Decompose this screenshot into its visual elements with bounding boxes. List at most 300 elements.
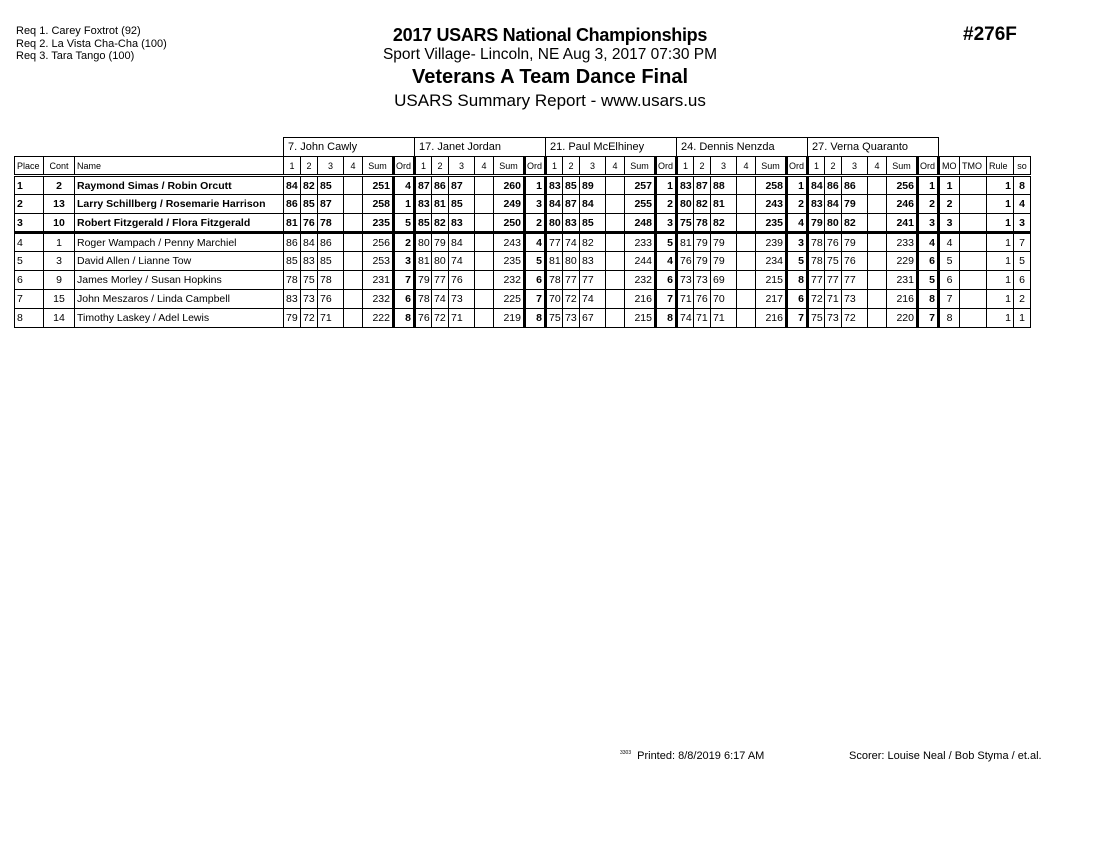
mark-cell: 79 xyxy=(808,214,825,233)
rule-cell: 1 xyxy=(987,309,1014,328)
judge-5-sub-header: Sum xyxy=(887,157,918,176)
mark-cell xyxy=(475,290,494,309)
mark-cell: 81 xyxy=(284,214,301,233)
table-row xyxy=(15,309,1031,328)
mark-cell: 85 xyxy=(318,176,344,195)
judge-sum: 220 xyxy=(887,309,918,328)
mark-cell: 79 xyxy=(711,252,737,271)
mark-cell: 73 xyxy=(449,290,475,309)
so-cell: 1 xyxy=(1014,309,1031,328)
so-header: so xyxy=(1014,157,1031,176)
judge-2-sub-header: 1 xyxy=(415,157,432,176)
mark-cell: 83 xyxy=(449,214,475,233)
mark-cell: 72 xyxy=(842,309,868,328)
judge-name-3: 21. Paul McElhiney xyxy=(546,138,677,156)
mark-cell xyxy=(868,214,887,233)
column-header-row xyxy=(15,157,1031,176)
mark-cell: 84 xyxy=(580,195,606,214)
mark-cell: 76 xyxy=(301,214,318,233)
mark-cell: 77 xyxy=(432,271,449,290)
judge-ordinal: 3 xyxy=(918,214,939,233)
mark-cell: 74 xyxy=(432,290,449,309)
mark-cell xyxy=(606,214,625,233)
judge-2-sub-header: 4 xyxy=(475,157,494,176)
mark-cell: 85 xyxy=(449,195,475,214)
mark-cell: 82 xyxy=(580,233,606,252)
event-code: #276F xyxy=(963,24,1017,45)
judge-5-sub-header: 2 xyxy=(825,157,842,176)
table-row xyxy=(15,233,1031,252)
mark-cell: 74 xyxy=(580,290,606,309)
judge-sum: 239 xyxy=(756,233,787,252)
mark-cell: 80 xyxy=(546,214,563,233)
mark-cell: 76 xyxy=(677,252,694,271)
judge-ordinal: 8 xyxy=(525,309,546,328)
mark-cell xyxy=(475,176,494,195)
judge-sum: 246 xyxy=(887,195,918,214)
mark-cell: 88 xyxy=(711,176,737,195)
judge-ordinal: 6 xyxy=(394,290,415,309)
mark-cell: 75 xyxy=(808,309,825,328)
judge-sum: 251 xyxy=(363,176,394,195)
mark-cell xyxy=(344,214,363,233)
mark-cell: 71 xyxy=(694,309,711,328)
mark-cell xyxy=(868,176,887,195)
mark-cell: 78 xyxy=(318,214,344,233)
mark-cell: 85 xyxy=(284,252,301,271)
rule-cell: 1 xyxy=(987,271,1014,290)
mark-cell xyxy=(606,233,625,252)
judge-5-sub-header: 3 xyxy=(842,157,868,176)
judge-ordinal: 3 xyxy=(525,195,546,214)
event-title: Veterans A Team Dance Final xyxy=(411,66,689,88)
mark-cell: 81 xyxy=(546,252,563,271)
judge-sum: 232 xyxy=(494,271,525,290)
mark-cell: 76 xyxy=(825,233,842,252)
mark-cell xyxy=(475,233,494,252)
mark-cell: 87 xyxy=(449,176,475,195)
mark-cell xyxy=(344,309,363,328)
place-cell: 6 xyxy=(15,271,44,290)
judge-ordinal: 8 xyxy=(656,309,677,328)
judge-3-sub-header: Ord xyxy=(656,157,677,176)
report-header xyxy=(300,24,800,112)
mark-cell xyxy=(737,233,756,252)
mark-cell: 79 xyxy=(415,271,432,290)
judge-1-sub-header: 2 xyxy=(301,157,318,176)
mark-cell: 71 xyxy=(677,290,694,309)
mark-cell: 83 xyxy=(580,252,606,271)
mark-cell xyxy=(606,176,625,195)
mark-cell: 72 xyxy=(301,309,318,328)
mark-cell xyxy=(344,233,363,252)
mark-cell: 85 xyxy=(301,195,318,214)
mark-cell xyxy=(606,309,625,328)
cont-cell: 14 xyxy=(44,309,75,328)
mark-cell: 77 xyxy=(546,233,563,252)
place-cell: 4 xyxy=(15,233,44,252)
judge-sum: 216 xyxy=(756,309,787,328)
mark-cell: 84 xyxy=(301,233,318,252)
tmo-cell xyxy=(960,252,987,271)
judge-5-sub-header: 4 xyxy=(868,157,887,176)
mark-cell xyxy=(737,252,756,271)
judge-sum: 217 xyxy=(756,290,787,309)
mark-cell: 72 xyxy=(432,309,449,328)
judge-ordinal: 2 xyxy=(525,214,546,233)
judge-sum: 216 xyxy=(887,290,918,309)
judge-ordinal: 4 xyxy=(787,214,808,233)
mark-cell: 84 xyxy=(808,176,825,195)
table-row xyxy=(15,214,1031,233)
judge-3-sub-header: 1 xyxy=(546,157,563,176)
judge-1-sub-header: Ord xyxy=(394,157,415,176)
mo-cell: 8 xyxy=(939,309,960,328)
mark-cell: 76 xyxy=(694,290,711,309)
mark-cell: 75 xyxy=(301,271,318,290)
mark-cell: 78 xyxy=(318,271,344,290)
report-code: 3303 xyxy=(620,750,632,757)
mark-cell xyxy=(737,290,756,309)
judge-4-sub-header: Sum xyxy=(756,157,787,176)
tmo-cell xyxy=(960,233,987,252)
mark-cell: 87 xyxy=(694,176,711,195)
judge-sum: 234 xyxy=(756,252,787,271)
mark-cell xyxy=(868,233,887,252)
cont-cell: 3 xyxy=(44,252,75,271)
judge-sum: 253 xyxy=(363,252,394,271)
tmo-cell xyxy=(960,309,987,328)
judge-ordinal: 7 xyxy=(525,290,546,309)
judge-2-sub-header: Ord xyxy=(525,157,546,176)
mark-cell: 89 xyxy=(580,176,606,195)
mark-cell: 75 xyxy=(825,252,842,271)
mark-cell: 84 xyxy=(449,233,475,252)
table-row xyxy=(15,176,1031,195)
judge-ordinal: 2 xyxy=(394,233,415,252)
mo-cell: 5 xyxy=(939,252,960,271)
judge-1-sub-header: 3 xyxy=(318,157,344,176)
mo-cell: 3 xyxy=(939,214,960,233)
tmo-cell xyxy=(960,176,987,195)
table-row xyxy=(15,290,1031,309)
mark-cell: 86 xyxy=(432,176,449,195)
printed-date: Printed: 8/8/2019 6:17 AM xyxy=(637,750,765,762)
mark-cell xyxy=(344,176,363,195)
judge-ordinal: 6 xyxy=(787,290,808,309)
mark-cell: 79 xyxy=(694,233,711,252)
mark-cell: 81 xyxy=(432,195,449,214)
judge-sum: 258 xyxy=(363,195,394,214)
mo-cell: 4 xyxy=(939,233,960,252)
mark-cell: 77 xyxy=(825,271,842,290)
tmo-cell xyxy=(960,214,987,233)
mark-cell: 82 xyxy=(711,214,737,233)
mark-cell: 77 xyxy=(563,271,580,290)
judge-1-sub-header: 1 xyxy=(284,157,301,176)
mark-cell: 82 xyxy=(301,176,318,195)
judge-1-sub-header: Sum xyxy=(363,157,394,176)
mark-cell: 79 xyxy=(432,233,449,252)
judge-ordinal: 8 xyxy=(918,290,939,309)
judge-ordinal: 7 xyxy=(394,271,415,290)
mark-cell: 78 xyxy=(284,271,301,290)
judge-sum: 232 xyxy=(625,271,656,290)
judge-sum: 219 xyxy=(494,309,525,328)
place-cell: 8 xyxy=(15,309,44,328)
mark-cell: 82 xyxy=(694,195,711,214)
so-cell: 6 xyxy=(1014,271,1031,290)
table-row xyxy=(15,195,1031,214)
mark-cell: 87 xyxy=(318,195,344,214)
cont-cell: 13 xyxy=(44,195,75,214)
judge-sum: 232 xyxy=(363,290,394,309)
requirement-item: Req 1. Carey Foxtrot (92) xyxy=(16,25,141,37)
mark-cell xyxy=(737,309,756,328)
mark-cell: 77 xyxy=(808,271,825,290)
place-cell: 7 xyxy=(15,290,44,309)
so-cell: 3 xyxy=(1014,214,1031,233)
mark-cell: 72 xyxy=(563,290,580,309)
mark-cell xyxy=(475,309,494,328)
judge-sum: 257 xyxy=(625,176,656,195)
judge-4-sub-header: 1 xyxy=(677,157,694,176)
judge-ordinal: 2 xyxy=(918,195,939,214)
judge-sum: 231 xyxy=(363,271,394,290)
tmo-header: TMO xyxy=(960,157,987,176)
judge-sum: 215 xyxy=(625,309,656,328)
tmo-cell xyxy=(960,271,987,290)
judge-5-sub-header: Ord xyxy=(918,157,939,176)
mark-cell: 78 xyxy=(546,271,563,290)
mark-cell: 77 xyxy=(580,271,606,290)
mark-cell: 83 xyxy=(284,290,301,309)
mark-cell: 87 xyxy=(415,176,432,195)
judge-4-sub-header: 2 xyxy=(694,157,711,176)
mark-cell: 86 xyxy=(825,176,842,195)
judge-sum: 241 xyxy=(887,214,918,233)
mark-cell xyxy=(868,195,887,214)
championship-title: 2017 USARS National Championships xyxy=(392,25,708,45)
judge-sum: 249 xyxy=(494,195,525,214)
judge-ordinal: 5 xyxy=(525,252,546,271)
mo-cell: 6 xyxy=(939,271,960,290)
judge-sum: 255 xyxy=(625,195,656,214)
mark-cell xyxy=(344,290,363,309)
judge-name-5: 27. Verna Quaranto xyxy=(808,138,939,156)
mark-cell: 81 xyxy=(415,252,432,271)
mark-cell xyxy=(868,309,887,328)
judge-sum: 216 xyxy=(625,290,656,309)
judge-ordinal: 4 xyxy=(525,233,546,252)
judge-3-sub-header: 2 xyxy=(563,157,580,176)
mark-cell xyxy=(475,271,494,290)
mark-cell: 79 xyxy=(284,309,301,328)
rule-cell: 1 xyxy=(987,252,1014,271)
mark-cell: 75 xyxy=(677,214,694,233)
judge-ordinal: 5 xyxy=(918,271,939,290)
mark-cell: 73 xyxy=(694,271,711,290)
mark-cell: 79 xyxy=(711,233,737,252)
judge-ordinal: 1 xyxy=(394,195,415,214)
mark-cell xyxy=(475,214,494,233)
so-cell: 4 xyxy=(1014,195,1031,214)
judge-sum: 233 xyxy=(625,233,656,252)
judge-ordinal: 8 xyxy=(787,271,808,290)
place-cell: 5 xyxy=(15,252,44,271)
judge-sum: 250 xyxy=(494,214,525,233)
results-table xyxy=(14,156,1031,328)
mark-cell: 74 xyxy=(449,252,475,271)
mark-cell: 85 xyxy=(563,176,580,195)
couple-name: James Morley / Susan Hopkins xyxy=(75,271,284,290)
mark-cell: 84 xyxy=(284,176,301,195)
mark-cell: 76 xyxy=(842,252,868,271)
judge-sum: 260 xyxy=(494,176,525,195)
printed-info xyxy=(620,750,764,762)
cont-cell: 9 xyxy=(44,271,75,290)
mark-cell: 86 xyxy=(284,195,301,214)
judge-ordinal: 4 xyxy=(656,252,677,271)
judge-sum: 258 xyxy=(756,176,787,195)
judge-ordinal: 5 xyxy=(656,233,677,252)
mark-cell: 78 xyxy=(808,233,825,252)
mark-cell: 87 xyxy=(563,195,580,214)
rule-header: Rule xyxy=(987,157,1014,176)
mark-cell: 85 xyxy=(318,252,344,271)
couple-name: Roger Wampach / Penny Marchiel xyxy=(75,233,284,252)
judge-2-sub-header: Sum xyxy=(494,157,525,176)
mark-cell xyxy=(868,271,887,290)
judge-sum: 256 xyxy=(363,233,394,252)
mark-cell: 71 xyxy=(449,309,475,328)
judge-ordinal: 3 xyxy=(656,214,677,233)
mark-cell: 86 xyxy=(318,233,344,252)
place-cell: 1 xyxy=(15,176,44,195)
couple-name: David Allen / Lianne Tow xyxy=(75,252,284,271)
mark-cell: 72 xyxy=(808,290,825,309)
mark-cell: 80 xyxy=(563,252,580,271)
judge-4-sub-header: Ord xyxy=(787,157,808,176)
judge-name-4: 24. Dennis Nenzda xyxy=(677,138,808,156)
mark-cell: 75 xyxy=(546,309,563,328)
mark-cell: 83 xyxy=(677,176,694,195)
mark-cell xyxy=(606,252,625,271)
mark-cell: 84 xyxy=(546,195,563,214)
couple-name: Robert Fitzgerald / Flora Fitzgerald xyxy=(75,214,284,233)
mark-cell: 70 xyxy=(546,290,563,309)
judge-2-sub-header: 3 xyxy=(449,157,475,176)
mark-cell: 83 xyxy=(546,176,563,195)
judge-4-sub-header: 3 xyxy=(711,157,737,176)
so-cell: 2 xyxy=(1014,290,1031,309)
judge-2-sub-header: 2 xyxy=(432,157,449,176)
mark-cell: 73 xyxy=(825,309,842,328)
cont-cell: 15 xyxy=(44,290,75,309)
mark-cell: 76 xyxy=(318,290,344,309)
judge-ordinal: 4 xyxy=(394,176,415,195)
mark-cell: 78 xyxy=(694,214,711,233)
mark-cell: 74 xyxy=(677,309,694,328)
mark-cell: 80 xyxy=(415,233,432,252)
judge-name-1: 7. John Cawly xyxy=(284,138,415,156)
mark-cell: 73 xyxy=(301,290,318,309)
judge-name-2: 17. Janet Jordan xyxy=(415,138,546,156)
name-header: Name xyxy=(75,157,284,176)
judge-1-sub-header: 4 xyxy=(344,157,363,176)
judge-sum: 233 xyxy=(887,233,918,252)
mark-cell: 71 xyxy=(711,309,737,328)
mark-cell: 86 xyxy=(284,233,301,252)
mo-cell: 1 xyxy=(939,176,960,195)
judge-sum: 231 xyxy=(887,271,918,290)
mark-cell: 76 xyxy=(449,271,475,290)
cont-header: Cont xyxy=(44,157,75,176)
judge-ordinal: 6 xyxy=(525,271,546,290)
report-subtitle: USARS Summary Report - www.usars.us xyxy=(394,91,706,110)
so-cell: 5 xyxy=(1014,252,1031,271)
mark-cell xyxy=(475,252,494,271)
judge-ordinal: 4 xyxy=(918,233,939,252)
mark-cell: 84 xyxy=(825,195,842,214)
mark-cell: 82 xyxy=(432,214,449,233)
mark-cell: 77 xyxy=(842,271,868,290)
judge-3-sub-header: 4 xyxy=(606,157,625,176)
judge-sum: 215 xyxy=(756,271,787,290)
judge-sum: 243 xyxy=(756,195,787,214)
mark-cell: 80 xyxy=(432,252,449,271)
mark-cell: 82 xyxy=(842,214,868,233)
judge-ordinal: 3 xyxy=(787,233,808,252)
mark-cell xyxy=(344,195,363,214)
judge-4-sub-header: 4 xyxy=(737,157,756,176)
mark-cell: 86 xyxy=(842,176,868,195)
mark-cell: 83 xyxy=(415,195,432,214)
mark-cell: 74 xyxy=(563,233,580,252)
cont-cell: 10 xyxy=(44,214,75,233)
judge-sum: 243 xyxy=(494,233,525,252)
mark-cell xyxy=(868,252,887,271)
judge-ordinal: 1 xyxy=(656,176,677,195)
mo-cell: 2 xyxy=(939,195,960,214)
judge-ordinal: 6 xyxy=(918,252,939,271)
judge-ordinal: 2 xyxy=(656,195,677,214)
mark-cell: 79 xyxy=(694,252,711,271)
mark-cell: 67 xyxy=(580,309,606,328)
judge-sum: 229 xyxy=(887,252,918,271)
mark-cell: 79 xyxy=(842,195,868,214)
judge-ordinal: 2 xyxy=(787,195,808,214)
couple-name: John Meszaros / Linda Campbell xyxy=(75,290,284,309)
table-row xyxy=(15,271,1031,290)
mo-cell: 7 xyxy=(939,290,960,309)
mark-cell: 78 xyxy=(415,290,432,309)
judge-5-sub-header: 1 xyxy=(808,157,825,176)
judge-sum: 256 xyxy=(887,176,918,195)
mark-cell: 85 xyxy=(415,214,432,233)
mark-cell: 85 xyxy=(580,214,606,233)
mark-cell: 80 xyxy=(825,214,842,233)
judge-ordinal: 3 xyxy=(394,252,415,271)
mark-cell: 69 xyxy=(711,271,737,290)
judge-sum: 235 xyxy=(494,252,525,271)
judge-sum: 235 xyxy=(756,214,787,233)
mark-cell xyxy=(606,271,625,290)
place-header: Place xyxy=(15,157,44,176)
mark-cell xyxy=(868,290,887,309)
mark-cell: 71 xyxy=(318,309,344,328)
mark-cell: 79 xyxy=(842,233,868,252)
